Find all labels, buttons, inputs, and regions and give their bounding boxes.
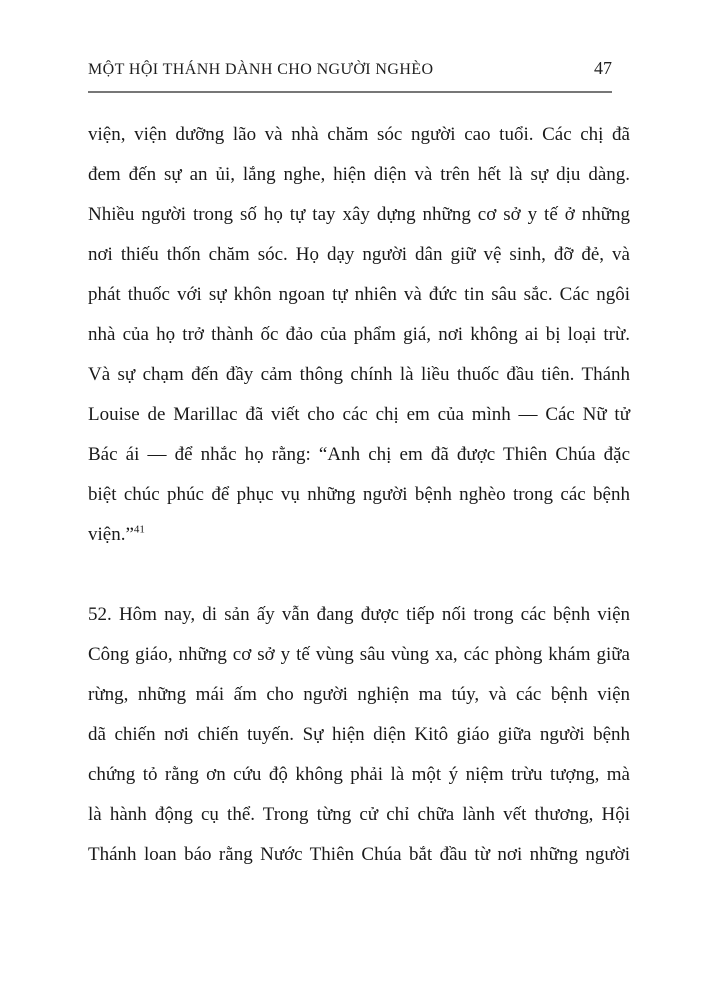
footnote-marker: 41	[133, 523, 145, 536]
paragraph	[88, 115, 630, 555]
text-line: viện, viện dưỡng lão và nhà chăm sóc người cao tuổi. Các chị đã	[88, 124, 630, 145]
paragraph	[88, 595, 630, 875]
running-header	[88, 58, 612, 79]
running-title: MỘT HỘI THÁNH DÀNH CHO NGƯỜI NGHÈO	[88, 61, 434, 78]
text-line: dã chiến nơi chiến tuyến. Sự hiện diện Kitô giáo giữa người bệnh	[88, 724, 630, 745]
text-line: phát thuốc với sự khôn ngoan tự nhiên và đức tin sâu sắc. Các ngôi	[88, 284, 630, 305]
text-line: chứng tỏ rằng ơn cứu độ không phải là một ý niệm trừu tượng, mà	[88, 764, 630, 785]
page-number: 47	[594, 58, 612, 78]
text-line: biệt chúc phúc để phục vụ những người bệnh nghèo trong các bệnh	[88, 484, 630, 505]
header-rule	[88, 91, 612, 93]
text-line: Công giáo, những cơ sở y tế vùng sâu vùng xa, các phòng khám giữa	[88, 644, 630, 665]
text-line: Thánh loan báo rằng Nước Thiên Chúa bắt đầu từ nơi những người	[88, 844, 630, 865]
text-line: Bác ái — để nhắc họ rằng: “Anh chị em đã được Thiên Chúa đặc	[88, 444, 630, 465]
text-line: là hành động cụ thể. Trong từng cử chỉ chữa lành vết thương, Hội	[88, 804, 630, 825]
text-line: viện.”$^{41}$	[88, 523, 145, 545]
text-line: Louise de Marillac đã viết cho các chị em của mình — Các Nữ tử	[88, 404, 630, 425]
text-line: 52. Hôm nay, di sản ấy vẫn đang được tiếp nối trong các bệnh viện	[88, 604, 630, 625]
text-line: nơi thiếu thốn chăm sóc. Họ dạy người dân giữ vệ sinh, đỡ đẻ, và	[88, 244, 630, 265]
text-line: Nhiều người trong số họ tự tay xây dựng những cơ sở y tế ở những	[88, 204, 630, 225]
text-line: rừng, những mái ấm cho người nghiện ma túy, và các bệnh viện	[88, 684, 630, 705]
text-line: đem đến sự an ủi, lắng nghe, hiện diện và trên hết là sự dịu dàng.	[88, 164, 630, 185]
body-text	[88, 115, 630, 875]
text-line: Và sự chạm đến đầy cảm thông chính là liều thuốc đầu tiên. Thánh	[88, 364, 630, 385]
text-line: nhà của họ trở thành ốc đảo của phẩm giá, nơi không ai bị loại trừ.	[88, 324, 630, 345]
